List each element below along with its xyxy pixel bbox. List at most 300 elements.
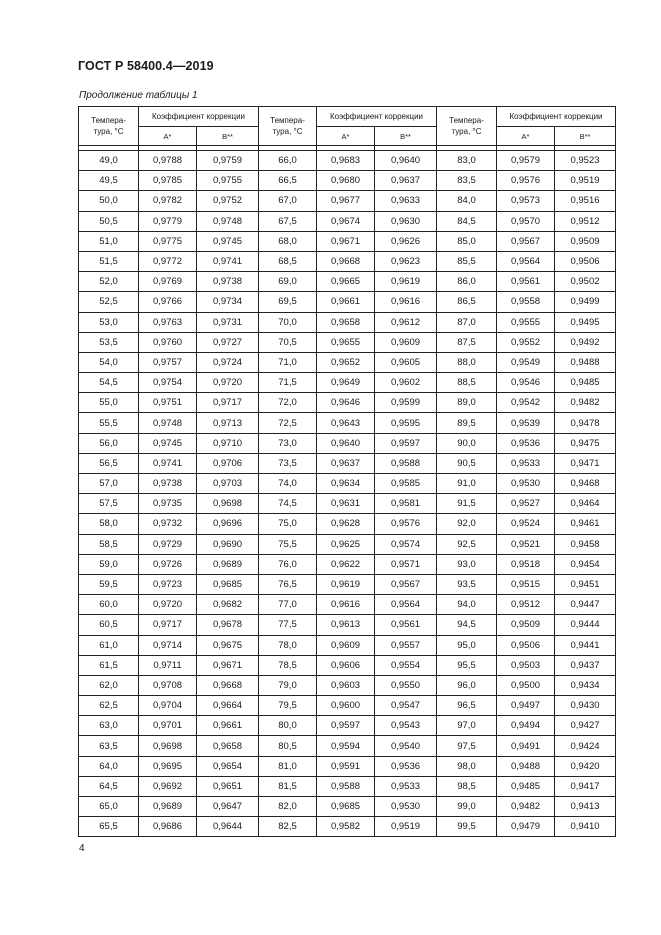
cell-coef-a: 0,9488	[497, 756, 555, 776]
table-row	[259, 151, 437, 171]
cell-temperature: 96,5	[437, 696, 497, 716]
cell-temperature: 87,0	[437, 312, 497, 332]
cell-coef-b: 0,9630	[375, 211, 437, 231]
cell-coef-b: 0,9696	[197, 514, 259, 534]
cell-coef-b: 0,9495	[555, 312, 616, 332]
cell-coef-a: 0,9494	[497, 716, 555, 736]
cell-coef-a: 0,9782	[139, 191, 197, 211]
table-row	[437, 171, 616, 191]
cell-coef-a: 0,9524	[497, 514, 555, 534]
cell-coef-a: 0,9533	[497, 453, 555, 473]
table-row	[79, 292, 259, 312]
cell-coef-b: 0,9475	[555, 433, 616, 453]
table-row	[79, 272, 259, 292]
cell-coef-b: 0,9464	[555, 494, 616, 514]
cell-coef-a: 0,9515	[497, 574, 555, 594]
cell-coef-a: 0,9788	[139, 151, 197, 171]
cell-temperature: 87,5	[437, 332, 497, 352]
table-row	[437, 272, 616, 292]
table-row	[437, 413, 616, 433]
cell-temperature: 60,5	[79, 615, 139, 635]
table-row	[79, 312, 259, 332]
table-row	[79, 615, 259, 635]
cell-temperature: 67,5	[259, 211, 317, 231]
cell-temperature: 77,5	[259, 615, 317, 635]
cell-temperature: 76,5	[259, 574, 317, 594]
table-row	[79, 635, 259, 655]
cell-coef-a: 0,9588	[317, 776, 375, 796]
cell-coef-b: 0,9512	[555, 211, 616, 231]
table-row	[79, 655, 259, 675]
table-row	[437, 716, 616, 736]
cell-coef-b: 0,9633	[375, 191, 437, 211]
cell-temperature: 70,5	[259, 332, 317, 352]
table-row	[79, 797, 259, 817]
cell-coef-a: 0,9631	[317, 494, 375, 514]
table-row	[259, 574, 437, 594]
table-row	[259, 191, 437, 211]
cell-coef-a: 0,9720	[139, 595, 197, 615]
cell-coef-b: 0,9451	[555, 574, 616, 594]
header-temperature	[79, 107, 139, 146]
table-row	[437, 817, 616, 837]
cell-coef-a: 0,9582	[317, 817, 375, 837]
cell-temperature: 74,5	[259, 494, 317, 514]
cell-coef-a: 0,9613	[317, 615, 375, 635]
cell-coef-b: 0,9585	[375, 474, 437, 494]
cell-temperature: 52,0	[79, 272, 139, 292]
cell-coef-a: 0,9640	[317, 433, 375, 453]
cell-coef-b: 0,9564	[375, 595, 437, 615]
cell-coef-b: 0,9420	[555, 756, 616, 776]
table-row	[259, 373, 437, 393]
cell-coef-a: 0,9741	[139, 453, 197, 473]
table-row	[79, 352, 259, 372]
cell-temperature: 96,0	[437, 675, 497, 695]
table-row	[259, 413, 437, 433]
table-row	[437, 312, 616, 332]
cell-coef-a: 0,9561	[497, 272, 555, 292]
table-row	[259, 655, 437, 675]
table-row	[437, 191, 616, 211]
cell-coef-b: 0,9574	[375, 534, 437, 554]
table-row	[259, 696, 437, 716]
cell-coef-a: 0,9597	[317, 716, 375, 736]
cell-coef-b: 0,9499	[555, 292, 616, 312]
cell-temperature: 59,5	[79, 574, 139, 594]
table-row	[259, 534, 437, 554]
cell-coef-a: 0,9609	[317, 635, 375, 655]
cell-coef-a: 0,9616	[317, 595, 375, 615]
table-row	[259, 251, 437, 271]
header-a: А*	[139, 127, 197, 146]
cell-temperature: 62,5	[79, 696, 139, 716]
cell-temperature: 83,0	[437, 151, 497, 171]
cell-temperature: 64,5	[79, 776, 139, 796]
cell-coef-a: 0,9674	[317, 211, 375, 231]
cell-coef-a: 0,9527	[497, 494, 555, 514]
cell-coef-a: 0,9671	[317, 231, 375, 251]
cell-coef-b: 0,9616	[375, 292, 437, 312]
cell-coef-b: 0,9588	[375, 453, 437, 473]
cell-coef-b: 0,9664	[197, 696, 259, 716]
cell-coef-a: 0,9685	[317, 797, 375, 817]
cell-temperature: 59,0	[79, 554, 139, 574]
table-row	[259, 474, 437, 494]
table-row	[437, 615, 616, 635]
header-temperature-label: Темпера- тура, °С	[91, 116, 126, 136]
cell-coef-a: 0,9600	[317, 696, 375, 716]
cell-coef-b: 0,9533	[375, 776, 437, 796]
cell-coef-b: 0,9759	[197, 151, 259, 171]
table-row	[259, 292, 437, 312]
cell-temperature: 80,0	[259, 716, 317, 736]
cell-coef-a: 0,9726	[139, 554, 197, 574]
cell-temperature: 63,0	[79, 716, 139, 736]
cell-coef-a: 0,9692	[139, 776, 197, 796]
cell-coef-b: 0,9461	[555, 514, 616, 534]
cell-coef-b: 0,9543	[375, 716, 437, 736]
cell-coef-b: 0,9567	[375, 574, 437, 594]
cell-coef-b: 0,9550	[375, 675, 437, 695]
cell-coef-a: 0,9564	[497, 251, 555, 271]
cell-coef-a: 0,9579	[497, 151, 555, 171]
cell-coef-a: 0,9754	[139, 373, 197, 393]
table-row	[259, 211, 437, 231]
cell-coef-a: 0,9751	[139, 393, 197, 413]
table-row	[437, 453, 616, 473]
cell-temperature: 76,0	[259, 554, 317, 574]
cell-coef-b: 0,9654	[197, 756, 259, 776]
cell-temperature: 91,0	[437, 474, 497, 494]
cell-temperature: 52,5	[79, 292, 139, 312]
cell-temperature: 97,5	[437, 736, 497, 756]
cell-temperature: 73,0	[259, 433, 317, 453]
header-temperature-label: Темпера- тура, °С	[449, 116, 484, 136]
cell-coef-a: 0,9769	[139, 272, 197, 292]
cell-coef-a: 0,9509	[497, 615, 555, 635]
table-row	[259, 776, 437, 796]
cell-coef-b: 0,9644	[197, 817, 259, 837]
cell-coef-a: 0,9717	[139, 615, 197, 635]
table-row	[259, 716, 437, 736]
page-number: 4	[79, 843, 85, 854]
table-row	[259, 817, 437, 837]
table-row	[437, 635, 616, 655]
table-row	[259, 514, 437, 534]
cell-coef-b: 0,9703	[197, 474, 259, 494]
cell-coef-a: 0,9779	[139, 211, 197, 231]
cell-coef-b: 0,9488	[555, 352, 616, 372]
cell-coef-b: 0,9458	[555, 534, 616, 554]
cell-temperature: 51,5	[79, 251, 139, 271]
cell-coef-a: 0,9643	[317, 413, 375, 433]
cell-coef-b: 0,9557	[375, 635, 437, 655]
cell-coef-a: 0,9729	[139, 534, 197, 554]
table-row	[79, 332, 259, 352]
header-a: А*	[317, 127, 375, 146]
cell-coef-a: 0,9680	[317, 171, 375, 191]
cell-coef-a: 0,9491	[497, 736, 555, 756]
cell-temperature: 90,5	[437, 453, 497, 473]
table-row	[79, 716, 259, 736]
cell-coef-b: 0,9623	[375, 251, 437, 271]
cell-coef-a: 0,9500	[497, 675, 555, 695]
cell-coef-a: 0,9552	[497, 332, 555, 352]
table-row	[437, 292, 616, 312]
cell-coef-a: 0,9558	[497, 292, 555, 312]
cell-temperature: 82,0	[259, 797, 317, 817]
cell-coef-b: 0,9547	[375, 696, 437, 716]
cell-temperature: 99,5	[437, 817, 497, 837]
table-body	[437, 151, 616, 837]
cell-temperature: 93,0	[437, 554, 497, 574]
cell-coef-b: 0,9571	[375, 554, 437, 574]
cell-temperature: 72,0	[259, 393, 317, 413]
cell-coef-b: 0,9509	[555, 231, 616, 251]
table-row	[437, 393, 616, 413]
cell-coef-b: 0,9540	[375, 736, 437, 756]
cell-coef-a: 0,9655	[317, 332, 375, 352]
cell-coef-b: 0,9602	[375, 373, 437, 393]
cell-coef-a: 0,9570	[497, 211, 555, 231]
cell-coef-a: 0,9485	[497, 776, 555, 796]
table-row	[437, 373, 616, 393]
cell-temperature: 98,0	[437, 756, 497, 776]
document-standard-title: ГОСТ Р 58400.4—2019	[78, 59, 214, 73]
table-row	[79, 151, 259, 171]
cell-temperature: 79,5	[259, 696, 317, 716]
cell-temperature: 84,5	[437, 211, 497, 231]
cell-coef-a: 0,9711	[139, 655, 197, 675]
cell-coef-a: 0,9695	[139, 756, 197, 776]
table-row	[259, 393, 437, 413]
cell-temperature: 55,0	[79, 393, 139, 413]
cell-coef-a: 0,9506	[497, 635, 555, 655]
cell-coef-b: 0,9619	[375, 272, 437, 292]
table-row	[259, 231, 437, 251]
cell-temperature: 81,5	[259, 776, 317, 796]
cell-coef-a: 0,9698	[139, 736, 197, 756]
cell-coef-b: 0,9727	[197, 332, 259, 352]
table-block-3	[436, 106, 616, 837]
cell-temperature: 71,5	[259, 373, 317, 393]
cell-temperature: 68,5	[259, 251, 317, 271]
table-row	[437, 433, 616, 453]
cell-coef-b: 0,9626	[375, 231, 437, 251]
cell-coef-b: 0,9637	[375, 171, 437, 191]
table-row	[437, 736, 616, 756]
cell-coef-a: 0,9683	[317, 151, 375, 171]
cell-coef-a: 0,9665	[317, 272, 375, 292]
cell-coef-a: 0,9708	[139, 675, 197, 695]
cell-coef-b: 0,9427	[555, 716, 616, 736]
cell-temperature: 90,0	[437, 433, 497, 453]
cell-temperature: 51,0	[79, 231, 139, 251]
cell-temperature: 85,5	[437, 251, 497, 271]
cell-coef-a: 0,9732	[139, 514, 197, 534]
cell-coef-b: 0,9738	[197, 272, 259, 292]
cell-coef-b: 0,9748	[197, 211, 259, 231]
header-b: В**	[197, 127, 259, 146]
cell-temperature: 56,5	[79, 453, 139, 473]
cell-temperature: 92,0	[437, 514, 497, 534]
cell-coef-a: 0,9686	[139, 817, 197, 837]
cell-temperature: 79,0	[259, 675, 317, 695]
table-row	[259, 433, 437, 453]
cell-coef-b: 0,9685	[197, 574, 259, 594]
cell-coef-b: 0,9682	[197, 595, 259, 615]
table-row	[437, 776, 616, 796]
table-row	[437, 595, 616, 615]
cell-temperature: 86,0	[437, 272, 497, 292]
cell-temperature: 60,0	[79, 595, 139, 615]
cell-coef-b: 0,9478	[555, 413, 616, 433]
cell-coef-b: 0,9485	[555, 373, 616, 393]
cell-coef-a: 0,9549	[497, 352, 555, 372]
cell-coef-b: 0,9612	[375, 312, 437, 332]
cell-coef-b: 0,9581	[375, 494, 437, 514]
cell-coef-a: 0,9714	[139, 635, 197, 655]
cell-temperature: 56,0	[79, 433, 139, 453]
cell-coef-a: 0,9619	[317, 574, 375, 594]
cell-coef-b: 0,9437	[555, 655, 616, 675]
cell-coef-b: 0,9690	[197, 534, 259, 554]
cell-coef-a: 0,9649	[317, 373, 375, 393]
cell-coef-b: 0,9434	[555, 675, 616, 695]
table-row	[437, 231, 616, 251]
cell-coef-a: 0,9625	[317, 534, 375, 554]
table-row	[437, 474, 616, 494]
cell-coef-b: 0,9519	[375, 817, 437, 837]
cell-temperature: 95,5	[437, 655, 497, 675]
cell-coef-b: 0,9482	[555, 393, 616, 413]
table-row	[259, 756, 437, 776]
table-row	[79, 393, 259, 413]
table-row	[437, 494, 616, 514]
cell-temperature: 61,5	[79, 655, 139, 675]
table-row	[79, 534, 259, 554]
cell-temperature: 72,5	[259, 413, 317, 433]
table-body	[79, 151, 259, 837]
cell-coef-b: 0,9609	[375, 332, 437, 352]
cell-temperature: 66,5	[259, 171, 317, 191]
cell-coef-b: 0,9454	[555, 554, 616, 574]
cell-temperature: 58,0	[79, 514, 139, 534]
cell-temperature: 62,0	[79, 675, 139, 695]
cell-temperature: 70,0	[259, 312, 317, 332]
cell-temperature: 64,0	[79, 756, 139, 776]
cell-coef-a: 0,9760	[139, 332, 197, 352]
cell-temperature: 65,5	[79, 817, 139, 837]
table-row	[79, 817, 259, 837]
cell-coef-b: 0,9720	[197, 373, 259, 393]
table-row	[259, 332, 437, 352]
cell-coef-a: 0,9775	[139, 231, 197, 251]
table-row	[79, 595, 259, 615]
cell-coef-b: 0,9561	[375, 615, 437, 635]
cell-temperature: 54,0	[79, 352, 139, 372]
cell-coef-a: 0,9772	[139, 251, 197, 271]
cell-temperature: 77,0	[259, 595, 317, 615]
table-row	[259, 554, 437, 574]
cell-temperature: 67,0	[259, 191, 317, 211]
cell-coef-a: 0,9701	[139, 716, 197, 736]
cell-coef-a: 0,9539	[497, 413, 555, 433]
cell-temperature: 83,5	[437, 171, 497, 191]
table-row	[437, 332, 616, 352]
cell-temperature: 74,0	[259, 474, 317, 494]
cell-temperature: 82,5	[259, 817, 317, 837]
cell-coef-a: 0,9530	[497, 474, 555, 494]
table-row	[79, 474, 259, 494]
cell-coef-b: 0,9447	[555, 595, 616, 615]
table-row	[79, 675, 259, 695]
table-row	[437, 554, 616, 574]
cell-temperature: 89,0	[437, 393, 497, 413]
header-a: А*	[497, 127, 555, 146]
cell-coef-b: 0,9755	[197, 171, 259, 191]
table-row	[79, 211, 259, 231]
table-body	[259, 151, 437, 837]
cell-coef-b: 0,9724	[197, 352, 259, 372]
cell-temperature: 75,0	[259, 514, 317, 534]
cell-temperature: 50,5	[79, 211, 139, 231]
cell-temperature: 91,5	[437, 494, 497, 514]
cell-coef-a: 0,9622	[317, 554, 375, 574]
cell-coef-b: 0,9671	[197, 655, 259, 675]
cell-coef-b: 0,9713	[197, 413, 259, 433]
cell-coef-b: 0,9717	[197, 393, 259, 413]
cell-coef-a: 0,9785	[139, 171, 197, 191]
table-row	[437, 352, 616, 372]
cell-coef-b: 0,9647	[197, 797, 259, 817]
cell-coef-b: 0,9536	[375, 756, 437, 776]
cell-coef-a: 0,9661	[317, 292, 375, 312]
cell-coef-b: 0,9678	[197, 615, 259, 635]
table-row	[79, 756, 259, 776]
cell-temperature: 49,0	[79, 151, 139, 171]
cell-coef-b: 0,9417	[555, 776, 616, 796]
cell-coef-a: 0,9555	[497, 312, 555, 332]
table-row	[437, 675, 616, 695]
table-row	[437, 696, 616, 716]
table-row	[259, 635, 437, 655]
header-b: В**	[555, 127, 616, 146]
header-temperature	[259, 107, 317, 146]
cell-coef-b: 0,9658	[197, 736, 259, 756]
cell-temperature: 58,5	[79, 534, 139, 554]
cell-temperature: 73,5	[259, 453, 317, 473]
cell-coef-a: 0,9723	[139, 574, 197, 594]
header-temperature	[437, 107, 497, 146]
cell-coef-b: 0,9661	[197, 716, 259, 736]
cell-coef-a: 0,9637	[317, 453, 375, 473]
cell-coef-a: 0,9591	[317, 756, 375, 776]
cell-coef-a: 0,9594	[317, 736, 375, 756]
cell-temperature: 94,0	[437, 595, 497, 615]
header-correction-coefficient: Коэффициент коррекции	[139, 107, 259, 127]
cell-temperature: 54,5	[79, 373, 139, 393]
table-row	[259, 797, 437, 817]
table-row	[79, 514, 259, 534]
cell-temperature: 53,0	[79, 312, 139, 332]
table-row	[437, 756, 616, 776]
cell-coef-a: 0,9735	[139, 494, 197, 514]
table-row	[437, 514, 616, 534]
header-b: В**	[375, 127, 437, 146]
table-row	[79, 453, 259, 473]
